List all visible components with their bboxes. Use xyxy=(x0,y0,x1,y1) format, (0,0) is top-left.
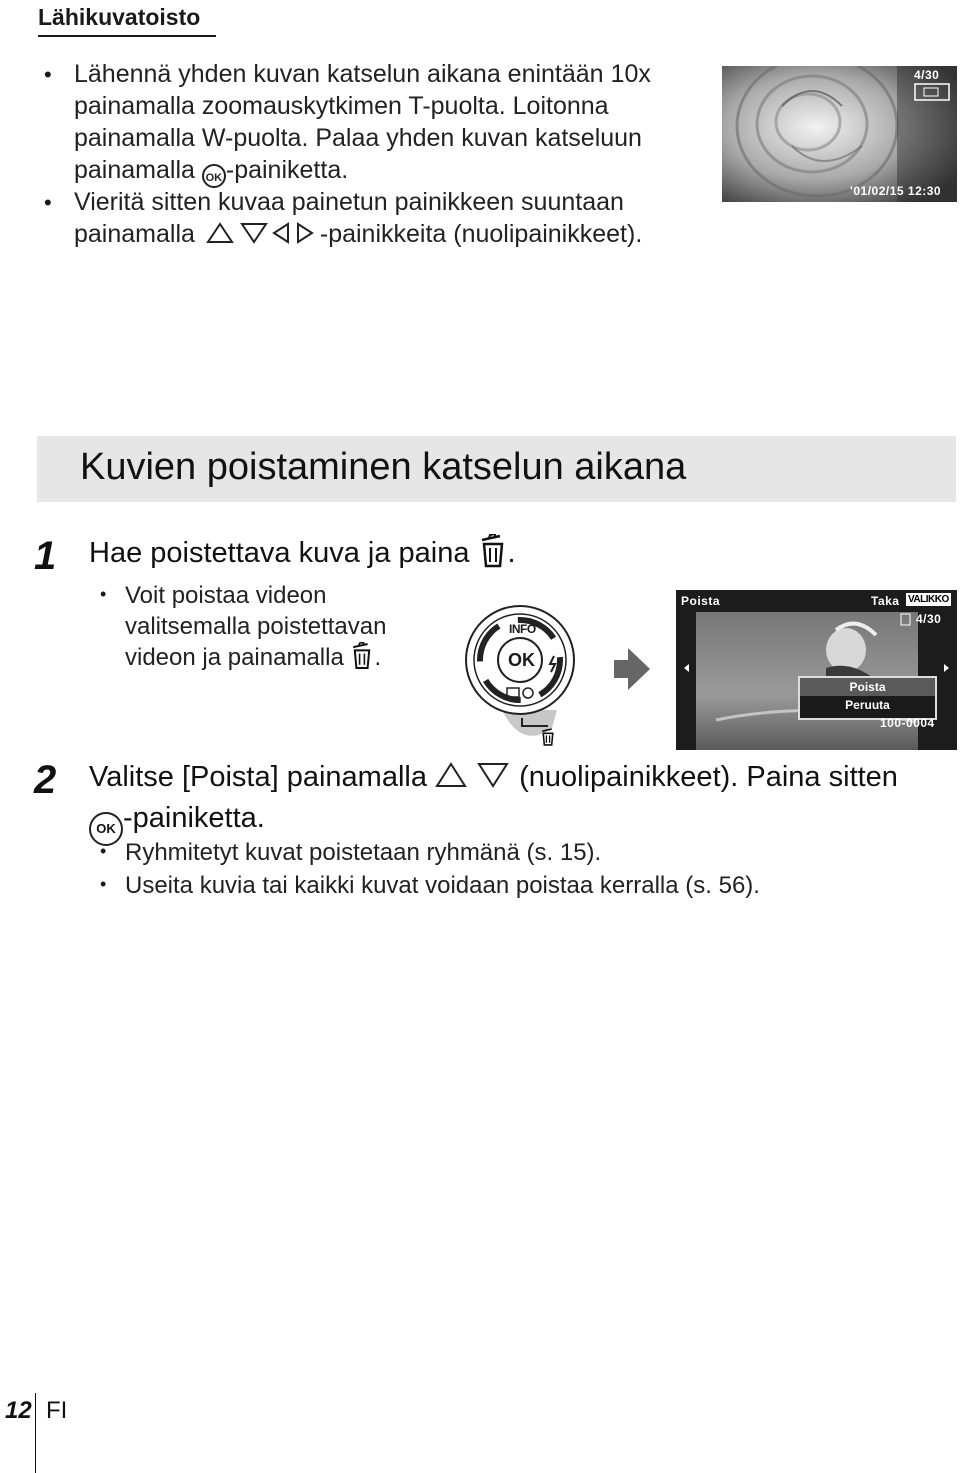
ok-button-icon: OK xyxy=(89,812,123,846)
up-down-arrows-icon xyxy=(435,761,511,799)
delete-confirm-screen xyxy=(676,590,957,750)
step-1-note: Voit poistaa videon valitsemalla poistettavan videon ja painamalla . xyxy=(125,580,386,678)
bullet-dot: • xyxy=(100,841,107,861)
intro-line: Lähennä yhden kuvan katselun aikana enintään 10x xyxy=(74,60,651,88)
step-2-text: Valitse [Poista] painamalla (nuolipainikkeet). Paina sitten OK -painiketta. xyxy=(89,758,898,846)
date-time: '01/02/15 12:30 xyxy=(850,184,942,198)
intro-line: painamalla zoomauskytkimen T-puolta. Loitonna xyxy=(74,92,609,120)
menu-option-delete[interactable]: Poista xyxy=(800,678,935,696)
section-title: Kuvien poistaminen katselun aikana xyxy=(80,446,687,488)
intro-line: painamalla W-puolta. Palaa yhden kuvan katseluun xyxy=(74,124,642,152)
trash-icon xyxy=(478,534,508,578)
step-2-note-2: Useita kuvia tai kaikki kuvat voidaan poistaa kerralla (s. 56). xyxy=(125,872,760,899)
intro-line: painamalla OK -painiketta. xyxy=(74,154,651,188)
ok-button-icon: OK xyxy=(202,164,226,188)
bullet-dot: • xyxy=(44,62,52,87)
rose-photo xyxy=(722,66,957,202)
bullet-dot: • xyxy=(44,190,52,215)
intro-line: Vieritä sitten kuvaa painetun painikkeen suuntaan xyxy=(74,188,624,216)
back-label: Taka xyxy=(871,594,900,608)
arrow-buttons-icon xyxy=(202,221,320,253)
ok-button-label: OK xyxy=(508,650,535,670)
footer-divider xyxy=(35,1393,36,1473)
file-number: 100-0004 xyxy=(880,716,935,730)
step-2-note-1: Ryhmitetyt kuvat poistetaan ryhmänä (s. 15). xyxy=(125,839,602,866)
trash-icon xyxy=(540,728,556,751)
menu-option-cancel[interactable]: Peruuta xyxy=(845,698,890,712)
step-number-1: 1 xyxy=(34,534,57,578)
playback-screen-zoomed xyxy=(722,66,957,202)
control-dial-illustration xyxy=(462,600,582,750)
section-banner xyxy=(37,436,956,502)
intro-line: painamalla -painikkeita (nuolipainikkeet). xyxy=(74,218,642,253)
frame-counter: 4/30 xyxy=(914,68,940,82)
intro-bullet-2 xyxy=(74,186,642,253)
page-number: 12 xyxy=(5,1397,32,1424)
bullet-dot: • xyxy=(100,874,107,894)
frame-counter: 4/30 xyxy=(916,612,942,626)
screen-title: Poista xyxy=(681,594,721,608)
trash-icon xyxy=(350,642,374,678)
language-code: FI xyxy=(46,1397,68,1424)
step-1-text: Hae poistettava kuva ja paina . xyxy=(89,534,516,578)
section-subheading: Lähikuvatoisto xyxy=(38,4,216,37)
step-number-2: 2 xyxy=(34,758,57,802)
bullet-dot: • xyxy=(100,584,107,604)
delete-menu xyxy=(798,676,937,720)
info-button-label: INFO xyxy=(509,622,536,636)
arrow-right-icon xyxy=(614,648,650,695)
menu-key-label: VALIKKO xyxy=(908,594,949,605)
intro-bullet-1 xyxy=(74,58,651,188)
